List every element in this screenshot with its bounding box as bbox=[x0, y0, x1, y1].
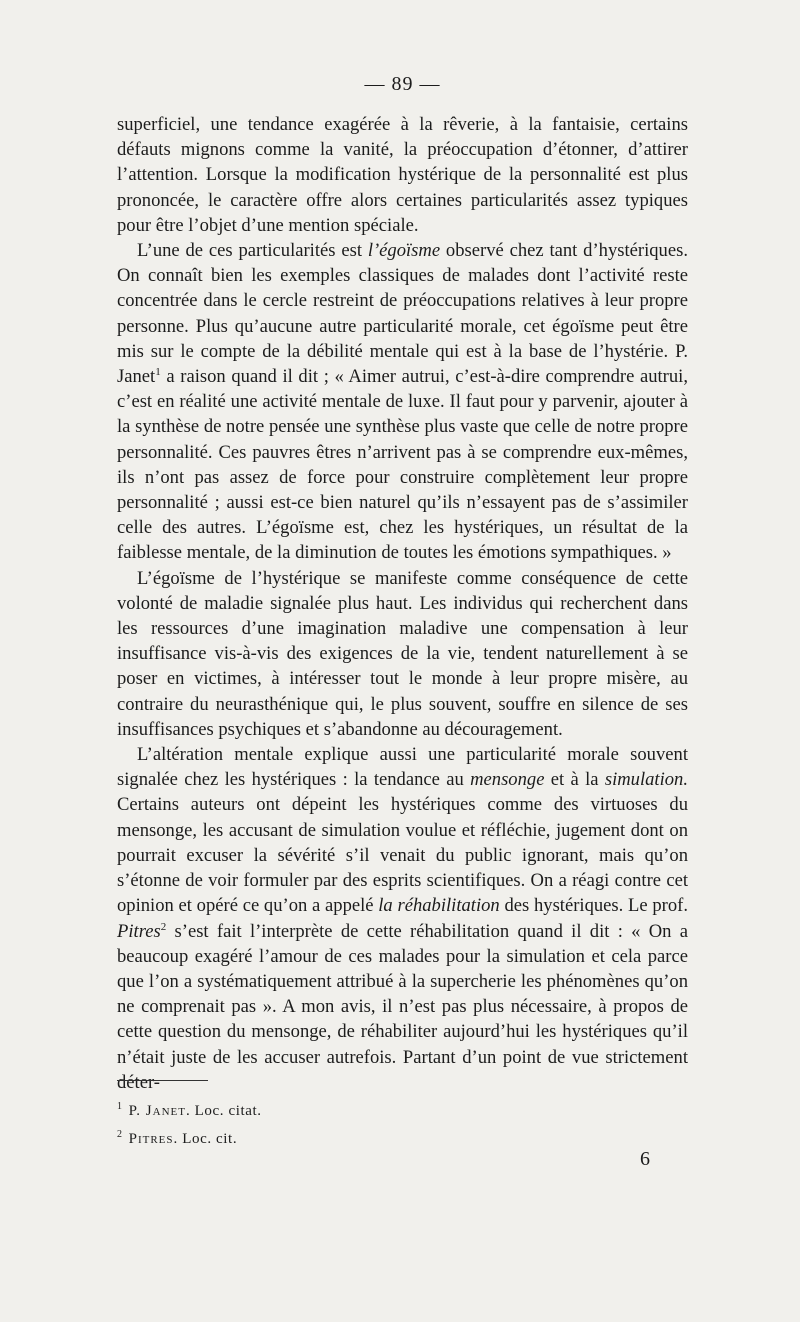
footnote-mark: 1 bbox=[117, 1101, 123, 1112]
paragraph-3: L’égoïsme de l’hystérique se manifeste comme conséquence de cette volonté de maladie signalée plus haut. Les individus qui recherchent dans les ressources d’une imagination maladive une compensation à leur insuffisance vis-à-vis des exigences de la vie, tendent naturellement à se poser en victimes, à intéresser tout le monde à leur propre misère, au contraire du neurasthénique qui, le plus souvent, souffre en silence de ses insuffisances psychiques et s’abandonne au découragement. bbox=[117, 567, 688, 740]
footnote-text: . Loc. citat. bbox=[185, 1103, 262, 1119]
footnote-divider bbox=[117, 1080, 208, 1081]
footnote-author: P. Janet bbox=[128, 1103, 186, 1119]
paragraph-1: superficiel, une tendance exagérée à la rêverie, à la fantaisie, certains défauts mignons comme la vanité, la préoccupation d’étonner, d’attirer l’attention. Lorsque la modification hystérique de la personnalité est plus prononcée, le caractère offre alors certaines particularités assez typiques pour être l’objet d’une mention spéciale. bbox=[117, 114, 688, 236]
paragraph-4-text: s’est fait l’interprète de cette réhabilitation quand il dit : « On a beaucoup exagéré l’amour de ces malades pour la simulation et cela parce que l’on a systématiquement attribué à la supercherie les phénomènes qu’on ne comprenait pas ». A mon avis, il n’est pas plus nécessaire, à propos de cette question du mensonge, de réhabiliter aujourd’hui les hystériques qu’il n’était juste de les accuser autrefois. Partant d’un point de vue strictement déter- bbox=[117, 920, 688, 1093]
page-number: — 89 — bbox=[364, 73, 441, 95]
paragraph-2 bbox=[117, 238, 688, 566]
paragraph-4 bbox=[117, 742, 688, 1095]
footnote-text: . Loc. cit. bbox=[173, 1131, 238, 1147]
paragraph-2-text: L’une de ces particularités est bbox=[137, 240, 368, 262]
footnote-2 bbox=[117, 1123, 688, 1151]
footnote-1 bbox=[117, 1095, 688, 1123]
italic-egoisme: l’égoïsme bbox=[367, 240, 441, 262]
italic-simulation: simulation. bbox=[604, 769, 688, 791]
paragraph-2-text: observé chez tant d’hystériques. On connaît bien les exemples classiques de malades dont l’activité reste concentrée dans le cercle restreint de préoccupations relatives à leur propre personne. Plus qu’aucune autre particularité morale, cet égoïsme peut être mis sur le compte de la débilité mentale qui est à la base de l’hystérie. P. Janet bbox=[117, 240, 688, 388]
footnote-mark: 2 bbox=[117, 1129, 123, 1140]
paragraph-4-text: L’altération mentale explique aussi une particularité morale souvent signalée chez les hystériques : la tendance au bbox=[117, 744, 688, 791]
paragraph-4-text: et à la bbox=[544, 769, 605, 791]
italic-pitres: Pitres bbox=[117, 920, 161, 942]
italic-rehabilitation: la réhabilitation bbox=[378, 895, 500, 917]
body-text bbox=[117, 112, 688, 1095]
footnote-ref-1: 1 bbox=[155, 365, 161, 378]
paragraph-2-text: a raison quand il dit ; « Aimer autrui, c’est-à-dire comprendre autrui, c’est en réalité une activité mentale de luxe. Il faut pour y parvenir, ajouter à la synthèse de notre pensée une synthèse plus vaste que celle de notre propre personnalité. Ces pauvres êtres n’arrivent pas à se comprendre eux-mêmes, ils n’ont pas assez de force pour construire complètement leur propre personnalité ; aussi est-ce bien naturel qu’ils n’essayent pas de s’assimiler celle des autres. L’égoïsme est, chez les hystériques, un résultat de la faiblesse mentale, de la diminution de toutes les émotions sympathiques. » bbox=[117, 366, 688, 564]
paragraph-4-text: Certains auteurs ont dépeint les hystériques comme des virtuoses du mensonge, les accusant de simulation voulue et réfléchie, jugement dont on pourrait excuser la sévérité s’il venait du public ignorant, mais qu’on s’étonne de voir formuler par des esprits scientifiques. On a réagi contre cet opinion et opéré ce qu’on a appelé bbox=[117, 794, 688, 917]
footnote-ref-2: 2 bbox=[160, 920, 167, 933]
footnote-author: Pitres bbox=[128, 1131, 174, 1147]
footnotes bbox=[117, 1095, 688, 1151]
paragraph-4-text: des hystériques. Le prof. bbox=[499, 895, 688, 917]
signature-mark: 6 bbox=[640, 1148, 650, 1170]
italic-mensonge: mensonge bbox=[470, 769, 545, 791]
